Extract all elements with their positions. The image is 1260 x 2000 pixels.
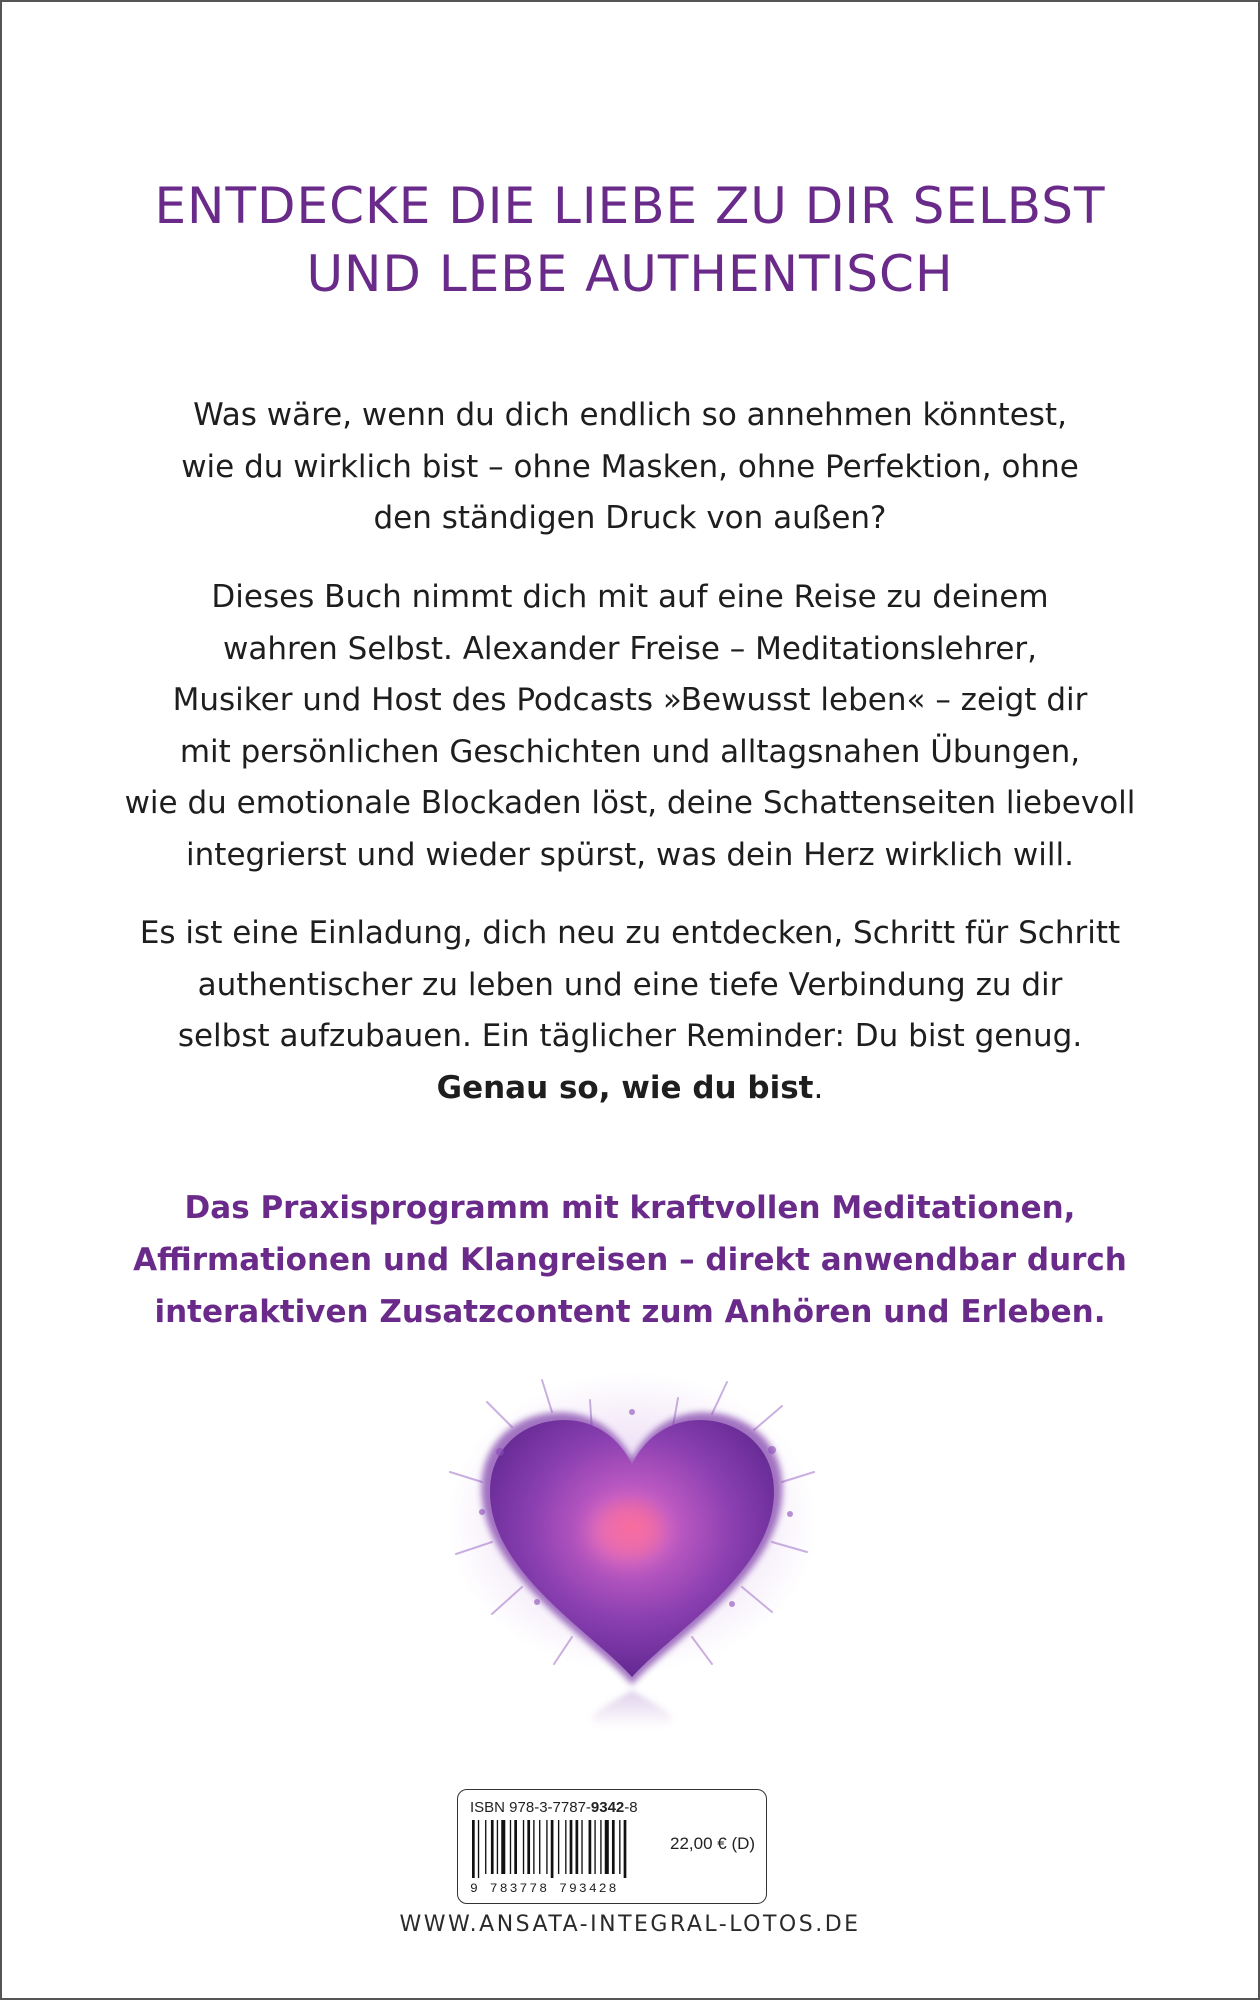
barcode-bar: [589, 1820, 592, 1874]
price-label: 22,00 € (D): [670, 1834, 756, 1853]
barcode-bar: [619, 1820, 620, 1874]
text-line: wie du wirklich bist – ohne Masken, ohne Perfektion, ohne: [181, 448, 1079, 485]
heart-illustration: [442, 1372, 822, 1732]
heart-icon: [442, 1372, 822, 1732]
barcode-bar: [570, 1820, 573, 1874]
barcode-bar: [478, 1820, 479, 1878]
barcode-bar: [491, 1820, 494, 1874]
barcode-bar: [576, 1820, 579, 1874]
text-line: Was wäre, wenn du dich endlich so annehmen könntest,: [193, 397, 1067, 433]
barcode-bar: [523, 1820, 524, 1874]
barcode-bar: [472, 1820, 475, 1878]
barcode-bar: [551, 1820, 554, 1878]
headline-line-2: UND LEBE AUTHENTISCH: [306, 245, 954, 303]
emphasis-text: Genau so, wie du bist: [436, 1069, 814, 1106]
barcode-bar: [600, 1820, 601, 1874]
publisher-website: WWW.ANSATA-INTEGRAL-LOTOS.DE: [399, 1912, 861, 1937]
promo-text: [62, 1182, 1198, 1338]
text-line: den ständigen Druck von außen?: [373, 500, 887, 536]
barcode-bar: [501, 1820, 505, 1874]
text-line: selbst aufzubauen. Ein täglicher Reminder: Du bist genug.: [177, 1018, 1083, 1054]
text-line-emphasis: [62, 1063, 1198, 1115]
barcode-bar: [624, 1820, 627, 1878]
barcode-bar: [612, 1820, 615, 1874]
text-line: integrierst und wieder spürst, was dein Herz wirklich will.: [186, 836, 1074, 873]
isbn-number: ISBN 978-3-7787-9342-8: [470, 1799, 638, 1816]
barcode-bar: [546, 1820, 547, 1874]
barcode-bar: [497, 1820, 498, 1874]
headline: [2, 172, 1258, 308]
emphasis-period: .: [813, 1069, 824, 1106]
text-line: Es ist eine Einladung, dich neu zu entdecken, Schritt für Schritt: [139, 915, 1121, 951]
promo-line: interaktiven Zusatzcontent zum Anhören und Erleben.: [154, 1294, 1106, 1330]
promo-line: Das Praxisprogramm mit kraftvollen Meditationen,: [184, 1190, 1076, 1226]
text-line: Musiker und Host des Podcasts »Bewusst leben« – zeigt dir: [172, 682, 1088, 718]
description-paragraph: [62, 572, 1198, 881]
barcode-bar: [485, 1820, 486, 1874]
headline-line-1: ENTDECKE DIE LIEBE ZU DIR SELBST: [154, 177, 1106, 235]
barcode-bar: [594, 1820, 595, 1874]
text-line: mit persönlichen Geschichten und alltagsnahen Übungen,: [179, 733, 1081, 770]
barcode-digits: 9 783778 793428: [470, 1881, 619, 1896]
intro-paragraph: [62, 390, 1198, 545]
barcode-bar: [605, 1820, 609, 1874]
barcode-bar: [514, 1820, 517, 1874]
barcode-icon: [470, 1820, 660, 1878]
text-line: Dieses Buch nimmt dich mit auf eine Reise zu deinem: [211, 579, 1049, 615]
barcode-bar: [558, 1820, 559, 1874]
text-line: authentischer zu leben und eine tiefe Verbindung zu dir: [197, 966, 1063, 1003]
barcode-bar: [581, 1820, 582, 1874]
isbn-barcode-label: [457, 1789, 767, 1904]
barcode-bar: [527, 1820, 530, 1874]
barcode-bar: [565, 1820, 566, 1874]
text-line: wie du emotionale Blockaden löst, deine Schattenseiten liebevoll: [124, 785, 1136, 821]
invitation-paragraph: [62, 908, 1198, 1114]
barcode-bar: [510, 1820, 511, 1874]
barcode-bar: [533, 1820, 534, 1874]
text-line: wahren Selbst. Alexander Freise – Meditationslehrer,: [223, 630, 1037, 667]
barcode-bar: [539, 1820, 540, 1874]
promo-line: Affirmationen und Klangreisen – direkt anwendbar durch: [133, 1242, 1127, 1278]
